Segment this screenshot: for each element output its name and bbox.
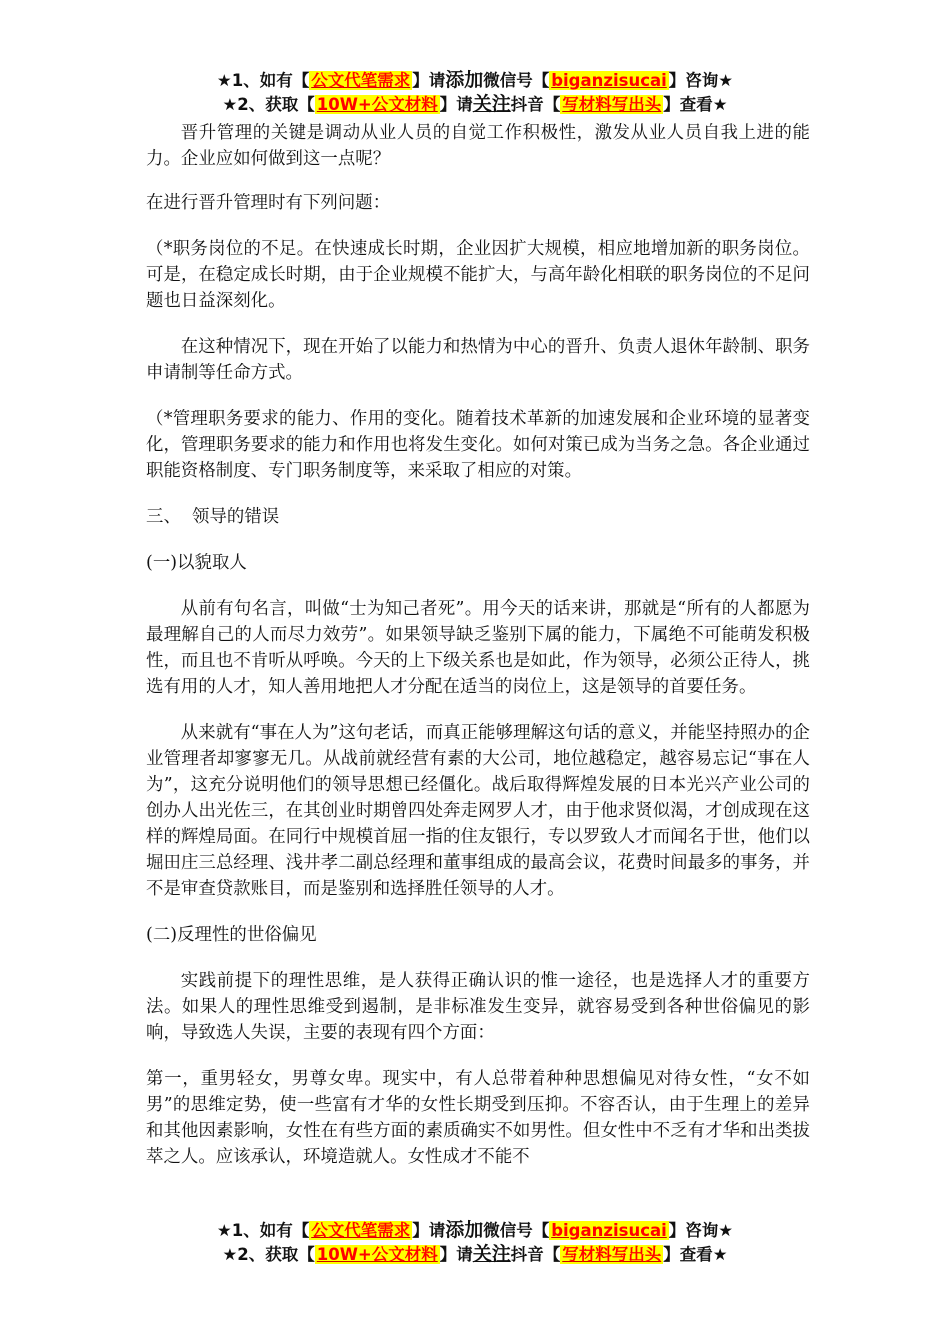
paragraph: （*职务岗位的不足。在快速成长时期，企业因扩大规模，相应地增加新的职务岗位。可是，在稳定成长时期，由于企业规模不能扩大，与高年龄化相联的职务岗位的不足问题也日益深刻化。 [146, 239, 810, 311]
subsection-heading: (二)反理性的世俗偏见 [146, 925, 317, 945]
paragraph: 实践前提下的理性思维，是人获得正确认识的惟一途径，也是选择人才的重要方法。如果人的理性思维受到遏制，是非标准发生变异，就容易受到各种世俗偏见的影响，导致选人失误，主要的表现有四个方面： [146, 971, 810, 1043]
paragraph: （*管理职务要求的能力、作用的变化。随着技术革新的加速发展和企业环境的显著变化，管理职务要求的能力和作用也将发生变化。如何对策已成为当务之急。各企业通过职能资格制度、专门职务制度等，来采取了相应的对策。 [146, 409, 810, 481]
subsection-heading: (一)以貌取人 [146, 553, 247, 573]
highlight-wechat-id: biganzisucai [551, 71, 667, 90]
highlight-materials: 10W+公文材料 [316, 1245, 438, 1264]
bottom-banner [0, 1218, 950, 1266]
banner-line-2: ★2、获取【 10W+公文材料 】请关注抖音【 写材料写出头 】查看★ [222, 93, 728, 115]
paragraph: 晋升管理的关键是调动从业人员的自觉工作积极性，激发从业人员自我上进的能力。企业应如何做到这一点呢？ [146, 123, 810, 169]
section-heading: 三、 领导的错误 [146, 507, 280, 527]
document-body [146, 120, 810, 1190]
highlight-douyin-account: 写材料写出头 [562, 95, 662, 114]
highlight-wechat-id: biganzisucai [551, 1221, 667, 1240]
highlight-writing-service: 公文代笔需求 [311, 1221, 411, 1240]
highlight-materials: 10W+公文材料 [316, 95, 438, 114]
highlight-douyin-account: 写材料写出头 [562, 1245, 662, 1264]
banner-line-2: ★2、获取【 10W+公文材料 】请关注抖音【 写材料写出头 】查看★ [222, 1243, 728, 1265]
paragraph: 从前有句名言，叫做“士为知己者死”。用今天的话来讲，那就是“所有的人都愿为最理解自己的人而尽力效劳”。如果领导缺乏鉴别下属的能力，下属绝不可能萌发积极性，而且也不肯听从呼唤。今天的上下级关系也是如此，作为领导，必须公正待人，挑选有用的人才，知人善用地把人才分配在适当的岗位上，这是领导的首要任务。 [146, 599, 810, 697]
paragraph: 在进行晋升管理时有下列问题： [146, 193, 391, 213]
highlight-writing-service: 公文代笔需求 [311, 71, 411, 90]
top-banner [0, 68, 950, 116]
banner-line-1: ★1、如有【 公文代笔需求 】请添加微信号【 biganzisucai 】咨询★ [216, 1219, 734, 1241]
paragraph: 第一，重男轻女，男尊女卑。现实中，有人总带着种种思想偏见对待女性，“女不如男”的思维定势，使一些富有才华的女性长期受到压抑。不容否认，由于生理上的差异和其他因素影响，女性在有些方面的素质确实不如男性。但女性中不乏有才华和出类拔萃之人。应该承认，环境造就人。女性成才不能不 [146, 1069, 810, 1167]
banner-line-1: ★1、如有【 公文代笔需求 】请添加微信号【 biganzisucai 】咨询★ [216, 69, 734, 91]
paragraph: 在这种情况下，现在开始了以能力和热情为中心的晋升、负责人退休年龄制、职务申请制等任命方式。 [146, 337, 810, 383]
paragraph: 从来就有“事在人为”这句老话，而真正能够理解这句话的意义，并能坚持照办的企业管理者却寥寥无几。从战前就经营有素的大公司，地位越稳定，越容易忘记“事在人为”，这充分说明他们的领导思想已经僵化。战后取得辉煌发展的日本光兴产业公司的创办人出光佐三，在其创业时期曾四处奔走网罗人才，由于他求贤似渴，才创成现在这样的辉煌局面。在同行中规模首屈一指的住友银行，专以罗致人才而闻名于世，他们以堀田庄三总经理、浅井孝二副总经理和董事组成的最高会议，花费时间最多的事务，并不是审查贷款账目，而是鉴别和选择胜任领导的人才。 [146, 723, 810, 899]
